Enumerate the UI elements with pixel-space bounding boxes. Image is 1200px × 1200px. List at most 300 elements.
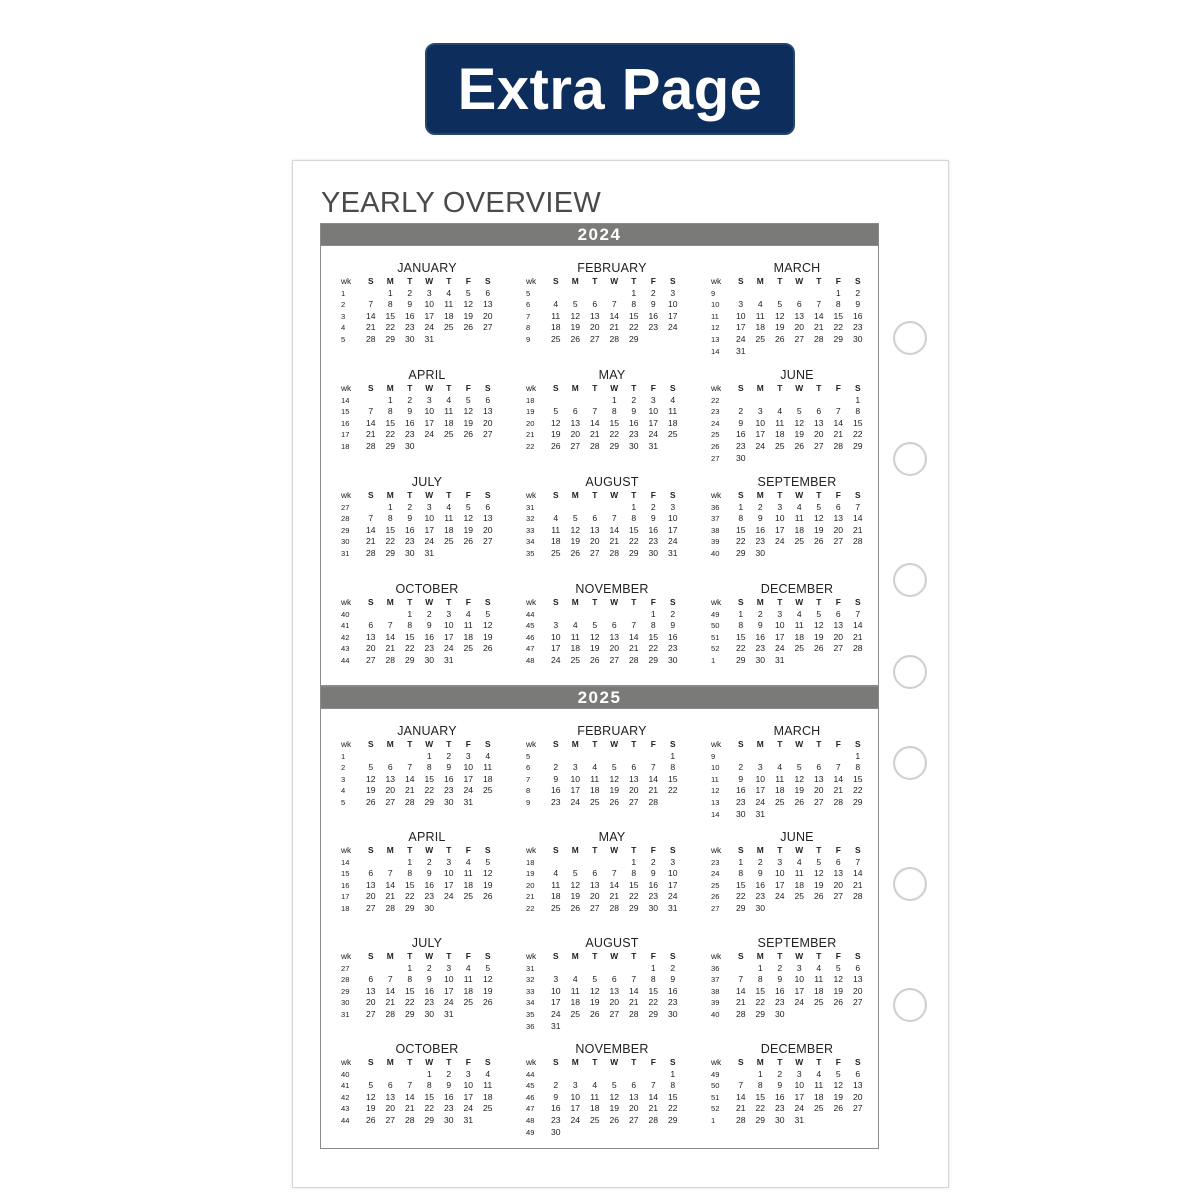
day-number: 18	[794, 631, 805, 642]
week-number: 36	[526, 1021, 535, 1031]
day-number: 25	[570, 1008, 581, 1019]
day-number: 14	[735, 1091, 746, 1102]
day-number: 27	[852, 1103, 863, 1114]
day-number: 16	[667, 985, 678, 996]
day-number: 28	[609, 547, 620, 558]
day-number: 18	[482, 1091, 493, 1102]
day-number	[790, 288, 810, 300]
week-number: 43	[341, 1104, 350, 1114]
day-number: 12	[463, 513, 474, 524]
week-row	[339, 525, 499, 537]
week-number: 31	[341, 1009, 350, 1019]
day-number: 7	[407, 762, 413, 773]
week-row	[709, 311, 869, 323]
day-number: 28	[735, 1008, 746, 1019]
weekday-label: T	[777, 276, 783, 286]
week-row	[339, 762, 499, 774]
day-number: 18	[482, 773, 493, 784]
day-number: 29	[648, 1008, 659, 1019]
weekday-header	[709, 845, 869, 857]
week-number: 46	[526, 632, 535, 642]
day-number: 19	[570, 536, 581, 547]
weekday-label: S	[854, 951, 861, 961]
day-number: 18	[589, 1103, 600, 1114]
day-number: 1	[835, 287, 841, 298]
weekday-label: W	[610, 276, 619, 286]
day-number: 29	[833, 333, 844, 344]
binder-hole-icon	[893, 563, 927, 597]
day-number	[663, 334, 683, 346]
day-number: 30	[648, 902, 659, 913]
day-number: 30	[735, 452, 746, 463]
week-number: 21	[526, 892, 535, 902]
week-number: 20	[526, 880, 535, 890]
week-number: 45	[526, 621, 535, 631]
weekday-label: M	[386, 490, 394, 500]
day-number: 12	[774, 310, 785, 321]
week-number: 2	[341, 300, 346, 310]
day-number: 21	[735, 1103, 746, 1114]
month-calendar	[524, 260, 684, 346]
day-number: 16	[852, 310, 863, 321]
week-number: 8	[526, 323, 531, 333]
day-number: 13	[365, 985, 376, 996]
month-calendar	[339, 829, 499, 915]
weekday-label: T	[407, 739, 413, 749]
day-number: 21	[833, 785, 844, 796]
day-number: 13	[833, 868, 844, 879]
day-number: 31	[755, 808, 766, 819]
week-column-label: wk	[711, 1057, 722, 1067]
week-number: 47	[526, 644, 535, 654]
day-number: 30	[667, 1008, 678, 1019]
day-number: 9	[553, 773, 559, 784]
week-number: 28	[341, 975, 350, 985]
day-number: 10	[463, 1080, 474, 1091]
day-number	[624, 1021, 644, 1033]
week-number: 5	[341, 797, 346, 807]
day-number: 15	[648, 631, 659, 642]
day-number: 22	[833, 322, 844, 333]
day-number: 19	[609, 785, 620, 796]
day-number: 8	[631, 868, 637, 879]
day-number	[566, 1127, 586, 1139]
day-number: 29	[628, 333, 639, 344]
week-row	[709, 632, 869, 644]
day-number: 15	[735, 879, 746, 890]
day-number: 23	[648, 536, 659, 547]
week-row	[709, 406, 869, 418]
weekday-label: W	[425, 490, 434, 500]
week-row	[339, 502, 499, 514]
day-number: 28	[648, 796, 659, 807]
day-number: 14	[385, 879, 396, 890]
weekday-label: S	[737, 1057, 744, 1067]
weekday-label: S	[552, 845, 559, 855]
week-row	[524, 868, 684, 880]
day-number: 11	[590, 773, 600, 784]
day-number	[848, 346, 868, 358]
day-number: 31	[424, 333, 435, 344]
day-number	[829, 655, 849, 667]
week-column-label: wk	[341, 490, 352, 500]
day-number: 30	[648, 547, 659, 558]
day-number: 9	[757, 513, 763, 524]
day-number: 12	[589, 631, 600, 642]
day-number: 14	[609, 524, 620, 535]
weekday-label: S	[854, 1057, 861, 1067]
day-number: 4	[816, 962, 822, 973]
weekday-label: S	[854, 739, 861, 749]
week-number: 31	[341, 548, 350, 558]
day-number: 23	[755, 891, 766, 902]
day-number: 23	[735, 796, 746, 807]
day-number: 6	[835, 608, 841, 619]
day-number: 26	[774, 333, 785, 344]
weekday-label: S	[552, 490, 559, 500]
weekday-header	[524, 490, 684, 502]
day-number	[829, 1115, 849, 1127]
day-number: 27	[365, 902, 376, 913]
day-number: 27	[385, 1114, 396, 1125]
day-number: 10	[570, 1091, 581, 1102]
day-number	[770, 395, 790, 407]
day-number: 17	[424, 524, 435, 535]
day-number: 11	[551, 879, 561, 890]
month-name: JULY	[411, 475, 443, 489]
week-number: 48	[526, 1115, 535, 1125]
weekday-label: S	[552, 739, 559, 749]
week-row	[524, 903, 684, 915]
weekday-label: S	[737, 383, 744, 393]
day-number: 19	[365, 785, 376, 796]
day-number: 11	[444, 299, 454, 310]
day-number	[478, 441, 498, 453]
day-number: 25	[813, 1103, 824, 1114]
day-number: 22	[424, 1103, 435, 1114]
weekday-label: T	[777, 1057, 783, 1067]
day-number: 9	[670, 620, 676, 631]
day-number: 21	[852, 631, 863, 642]
week-number: 40	[711, 548, 720, 558]
weekday-label: F	[465, 490, 471, 500]
week-number: 4	[341, 786, 346, 796]
day-number: 31	[424, 547, 435, 558]
day-number: 29	[609, 440, 620, 451]
day-number	[770, 903, 790, 915]
day-number: 17	[424, 310, 435, 321]
month-calendar	[709, 474, 869, 560]
day-number: 22	[852, 429, 863, 440]
day-number: 1	[757, 1068, 763, 1079]
week-row	[339, 334, 499, 346]
day-number: 13	[833, 513, 844, 524]
day-number	[809, 346, 829, 358]
day-number	[585, 395, 605, 407]
day-number: 12	[365, 1091, 376, 1102]
day-number: 25	[443, 322, 454, 333]
week-number: 27	[711, 453, 720, 463]
week-row	[524, 963, 684, 975]
day-number	[829, 903, 849, 915]
day-number: 15	[404, 985, 415, 996]
week-number: 30	[341, 537, 350, 547]
day-number: 15	[385, 310, 396, 321]
day-number	[829, 346, 849, 358]
day-number: 5	[592, 974, 598, 985]
day-number	[790, 903, 810, 915]
day-number: 19	[570, 891, 581, 902]
day-number: 1	[631, 856, 637, 867]
day-number	[478, 903, 498, 915]
day-number: 4	[446, 394, 452, 405]
day-number	[585, 502, 605, 514]
week-row	[339, 1009, 499, 1021]
day-number: 10	[755, 417, 766, 428]
day-number	[420, 441, 440, 453]
day-number: 23	[774, 997, 785, 1008]
day-number	[848, 903, 868, 915]
day-number: 24	[443, 997, 454, 1008]
month-name: FEBRUARY	[577, 261, 647, 275]
day-number: 11	[668, 406, 678, 417]
day-number: 19	[833, 985, 844, 996]
day-number: 3	[572, 762, 578, 773]
day-number: 5	[572, 299, 578, 310]
week-number: 9	[526, 797, 531, 807]
day-number	[546, 963, 566, 975]
day-number: 27	[589, 333, 600, 344]
day-number: 27	[794, 333, 805, 344]
day-number: 28	[628, 1008, 639, 1019]
day-number: 1	[855, 394, 861, 405]
month-calendar	[524, 474, 684, 560]
day-number: 19	[365, 1103, 376, 1114]
day-number	[478, 655, 498, 667]
weekday-label: W	[795, 739, 804, 749]
day-number: 22	[628, 322, 639, 333]
day-number: 2	[777, 962, 783, 973]
day-number: 9	[407, 513, 413, 524]
weekday-label: T	[631, 1057, 637, 1067]
month-calendar	[524, 723, 684, 809]
weekday-label: S	[854, 597, 861, 607]
week-column-label: wk	[341, 739, 352, 749]
weekday-header	[524, 597, 684, 609]
week-row	[709, 797, 869, 809]
weekday-label: M	[386, 597, 394, 607]
weekday-label: S	[484, 951, 491, 961]
day-number: 29	[385, 440, 396, 451]
week-row	[524, 986, 684, 998]
week-number: 42	[341, 1092, 350, 1102]
weekday-label: T	[631, 597, 637, 607]
day-number	[848, 809, 868, 821]
weekday-label: M	[756, 845, 764, 855]
day-number	[566, 609, 586, 621]
day-number: 24	[550, 1008, 561, 1019]
day-number: 30	[755, 902, 766, 913]
day-number: 19	[463, 524, 474, 535]
day-number: 14	[404, 1091, 415, 1102]
weekday-label: T	[777, 597, 783, 607]
week-row	[524, 1115, 684, 1127]
day-number: 24	[755, 796, 766, 807]
day-number: 1	[757, 962, 763, 973]
week-row	[339, 1069, 499, 1081]
day-number	[605, 857, 625, 869]
week-number: 50	[711, 1081, 720, 1091]
day-number: 7	[738, 974, 744, 985]
week-row	[339, 311, 499, 323]
weekday-label: S	[669, 1057, 676, 1067]
day-number: 18	[443, 310, 454, 321]
day-number: 3	[757, 406, 763, 417]
weekday-label: F	[650, 845, 656, 855]
weekday-label: F	[650, 1057, 656, 1067]
weekday-label: T	[446, 739, 452, 749]
week-number: 13	[711, 797, 720, 807]
day-number: 28	[385, 654, 396, 665]
weekday-label: M	[756, 739, 764, 749]
day-number: 10	[463, 762, 474, 773]
day-number: 27	[609, 1008, 620, 1019]
weekday-header	[524, 845, 684, 857]
day-number	[585, 288, 605, 300]
week-number: 9	[711, 288, 716, 298]
weekday-label: M	[386, 1057, 394, 1067]
week-row	[709, 857, 869, 869]
weekday-label: M	[571, 1057, 579, 1067]
day-number: 10	[550, 631, 561, 642]
day-number: 2	[426, 962, 432, 973]
day-number: 4	[485, 1068, 491, 1079]
day-number: 25	[482, 785, 493, 796]
day-number: 26	[570, 902, 581, 913]
year-section	[320, 686, 879, 1149]
day-number	[546, 857, 566, 869]
weekday-label: F	[835, 951, 841, 961]
week-row	[524, 1092, 684, 1104]
day-number: 3	[426, 394, 432, 405]
week-number: 2	[341, 763, 346, 773]
day-number: 16	[404, 310, 415, 321]
day-number: 8	[387, 513, 393, 524]
day-number	[790, 1009, 810, 1021]
day-number: 9	[777, 974, 783, 985]
week-column-label: wk	[341, 951, 352, 961]
day-number: 6	[592, 513, 598, 524]
day-number: 3	[796, 962, 802, 973]
day-number: 3	[426, 501, 432, 512]
day-number: 24	[424, 322, 435, 333]
week-row	[524, 288, 684, 300]
day-number: 20	[365, 891, 376, 902]
weekday-label: M	[571, 383, 579, 393]
day-number: 13	[365, 879, 376, 890]
day-number: 22	[667, 785, 678, 796]
day-number: 2	[407, 501, 413, 512]
day-number: 17	[424, 417, 435, 428]
day-number: 16	[443, 1091, 454, 1102]
weekday-label: W	[425, 845, 434, 855]
year-label: 2024	[321, 224, 878, 246]
day-number: 19	[609, 1103, 620, 1114]
day-number	[770, 453, 790, 465]
day-number: 12	[813, 620, 824, 631]
day-number: 1	[855, 750, 861, 761]
day-number	[809, 903, 829, 915]
weekday-label: T	[816, 383, 822, 393]
day-number: 3	[757, 762, 763, 773]
day-number: 24	[755, 440, 766, 451]
week-row	[339, 1092, 499, 1104]
day-number: 15	[852, 773, 863, 784]
day-number: 23	[735, 440, 746, 451]
week-number: 22	[526, 441, 535, 451]
week-row	[524, 880, 684, 892]
week-row	[709, 903, 869, 915]
day-number: 25	[550, 902, 561, 913]
day-number: 23	[628, 429, 639, 440]
week-row	[709, 891, 869, 903]
week-number: 8	[526, 786, 531, 796]
day-number	[770, 809, 790, 821]
day-number: 19	[774, 322, 785, 333]
day-number: 10	[424, 299, 435, 310]
planner-page	[292, 160, 949, 1188]
day-number: 18	[443, 524, 454, 535]
day-number: 16	[648, 310, 659, 321]
week-column-label: wk	[341, 383, 352, 393]
day-number: 19	[589, 997, 600, 1008]
week-number: 17	[341, 430, 350, 440]
day-number: 31	[794, 1114, 805, 1125]
week-row	[524, 1021, 684, 1033]
month-name: JANUARY	[397, 261, 457, 275]
day-number: 25	[550, 547, 561, 558]
day-number	[751, 751, 771, 763]
day-number: 4	[777, 406, 783, 417]
day-number: 4	[670, 394, 676, 405]
day-number: 3	[738, 299, 744, 310]
week-number: 12	[711, 786, 720, 796]
week-column-label: wk	[526, 845, 537, 855]
month-name: APRIL	[408, 830, 446, 844]
day-number: 13	[609, 631, 620, 642]
week-number: 9	[526, 334, 531, 344]
day-number: 30	[735, 808, 746, 819]
day-number: 16	[648, 524, 659, 535]
day-number: 21	[833, 429, 844, 440]
day-number: 29	[852, 440, 863, 451]
day-number	[546, 751, 566, 763]
day-number: 12	[609, 1091, 620, 1102]
weekday-header	[524, 739, 684, 751]
day-number: 28	[385, 1008, 396, 1019]
day-number: 9	[855, 299, 861, 310]
weekday-label: S	[669, 739, 676, 749]
day-number: 24	[424, 429, 435, 440]
day-number: 2	[553, 1080, 559, 1091]
day-number: 26	[570, 547, 581, 558]
weekday-label: S	[737, 276, 744, 286]
week-row	[524, 974, 684, 986]
day-number: 6	[592, 299, 598, 310]
day-number	[478, 548, 498, 560]
month-calendar	[339, 1041, 499, 1127]
day-number	[546, 609, 566, 621]
